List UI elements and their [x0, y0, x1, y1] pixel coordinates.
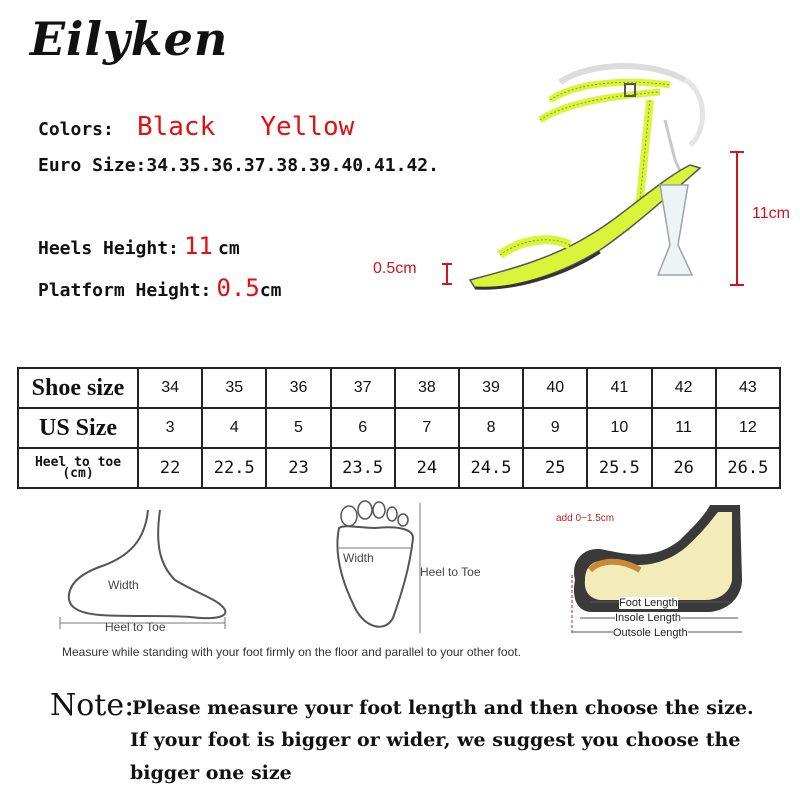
euro-size-row: [38, 155, 439, 176]
platform-height-row: [38, 274, 282, 302]
side-width-label: Width: [108, 578, 139, 592]
table-cell: 22: [138, 448, 202, 488]
table-cell: 34: [138, 368, 202, 408]
table-cell: 25.5: [587, 448, 651, 488]
table-cell: 4: [202, 408, 266, 448]
heels-height-label: Heels Height:: [38, 238, 179, 259]
row-header-shoe-size: Shoe size: [18, 368, 138, 408]
table-cell: 35: [202, 368, 266, 408]
side-heel-to-toe-label: Heel to Toe: [105, 620, 166, 634]
row-header-heel-to-toe: [18, 448, 138, 488]
euro-size-values: 34.35.36.37.38.39.40.41.42.: [146, 155, 439, 176]
table-cell: 37: [331, 368, 395, 408]
table-cell: 3: [138, 408, 202, 448]
heels-height-unit: cm: [217, 238, 240, 259]
table-cell: 24: [395, 448, 459, 488]
colors-label: Colors:: [38, 119, 114, 140]
brand-logo: Eilyken: [30, 12, 229, 66]
table-cell: 9: [523, 408, 587, 448]
note-title: Note:: [50, 688, 135, 723]
heel-to-toe-label: Heel to toe: [34, 455, 122, 470]
table-cell: 25: [523, 448, 587, 488]
table-cell: 10: [587, 408, 651, 448]
add-length-label: add 0~1.5cm: [556, 513, 615, 524]
table-cell: 6: [331, 408, 395, 448]
platform-height-value: 0.5: [216, 274, 260, 302]
heels-height-value: 11: [183, 232, 213, 260]
sandal-product-image: [460, 40, 780, 310]
platform-height-unit: cm: [259, 280, 282, 301]
table-cell: 26.5: [716, 448, 780, 488]
color-yellow: Yellow: [260, 112, 355, 142]
top-heel-to-toe-label: Heel to Toe: [420, 565, 481, 579]
table-cell: 42: [652, 368, 716, 408]
measure-instruction: Measure while standing with your foot firmly on the floor and parallel to your other foot.: [62, 645, 521, 659]
colors-row: [38, 112, 354, 142]
table-cell: 41: [587, 368, 651, 408]
heel-height-dimension: 11cm: [752, 205, 790, 222]
size-chart-table: [17, 367, 781, 489]
note-line-1: Please measure your foot length and then choose the size.: [132, 697, 754, 719]
euro-size-label: Euro Size:: [38, 155, 147, 176]
table-cell: 26: [652, 448, 716, 488]
table-cell: 8: [459, 408, 523, 448]
table-row-shoe-size: [18, 368, 780, 408]
table-cell: 24.5: [459, 448, 523, 488]
top-width-label: Width: [343, 551, 374, 565]
table-cell: 5: [266, 408, 330, 448]
table-cell: 12: [716, 408, 780, 448]
table-cell: 43: [716, 368, 780, 408]
table-cell: 39: [459, 368, 523, 408]
insole-length-label: Insole Length: [615, 612, 682, 624]
platform-dimension-marker: [440, 262, 454, 286]
table-row-us-size: [18, 408, 780, 448]
color-black: Black: [136, 112, 216, 142]
platform-height-dimension: 0.5cm: [373, 260, 417, 277]
outsole-length-label: Outsole Length: [613, 627, 688, 639]
platform-height-label: Platform Height:: [38, 280, 212, 301]
table-row-heel-to-toe: [18, 448, 780, 488]
note-line-2: If your foot is bigger or wider, we suggest you choose the: [130, 729, 741, 751]
table-cell: 23: [266, 448, 330, 488]
table-cell: 23.5: [331, 448, 395, 488]
table-cell: 38: [395, 368, 459, 408]
table-cell: 11: [652, 408, 716, 448]
table-cell: 40: [523, 368, 587, 408]
heel-to-toe-unit: (cm): [62, 466, 94, 481]
table-cell: 36: [266, 368, 330, 408]
row-header-us-size: US Size: [18, 408, 138, 448]
table-cell: 22.5: [202, 448, 266, 488]
foot-length-label: Foot Length: [619, 597, 678, 609]
heels-height-row: [38, 232, 240, 260]
note-line-3: bigger one size: [130, 762, 292, 784]
table-cell: 7: [395, 408, 459, 448]
